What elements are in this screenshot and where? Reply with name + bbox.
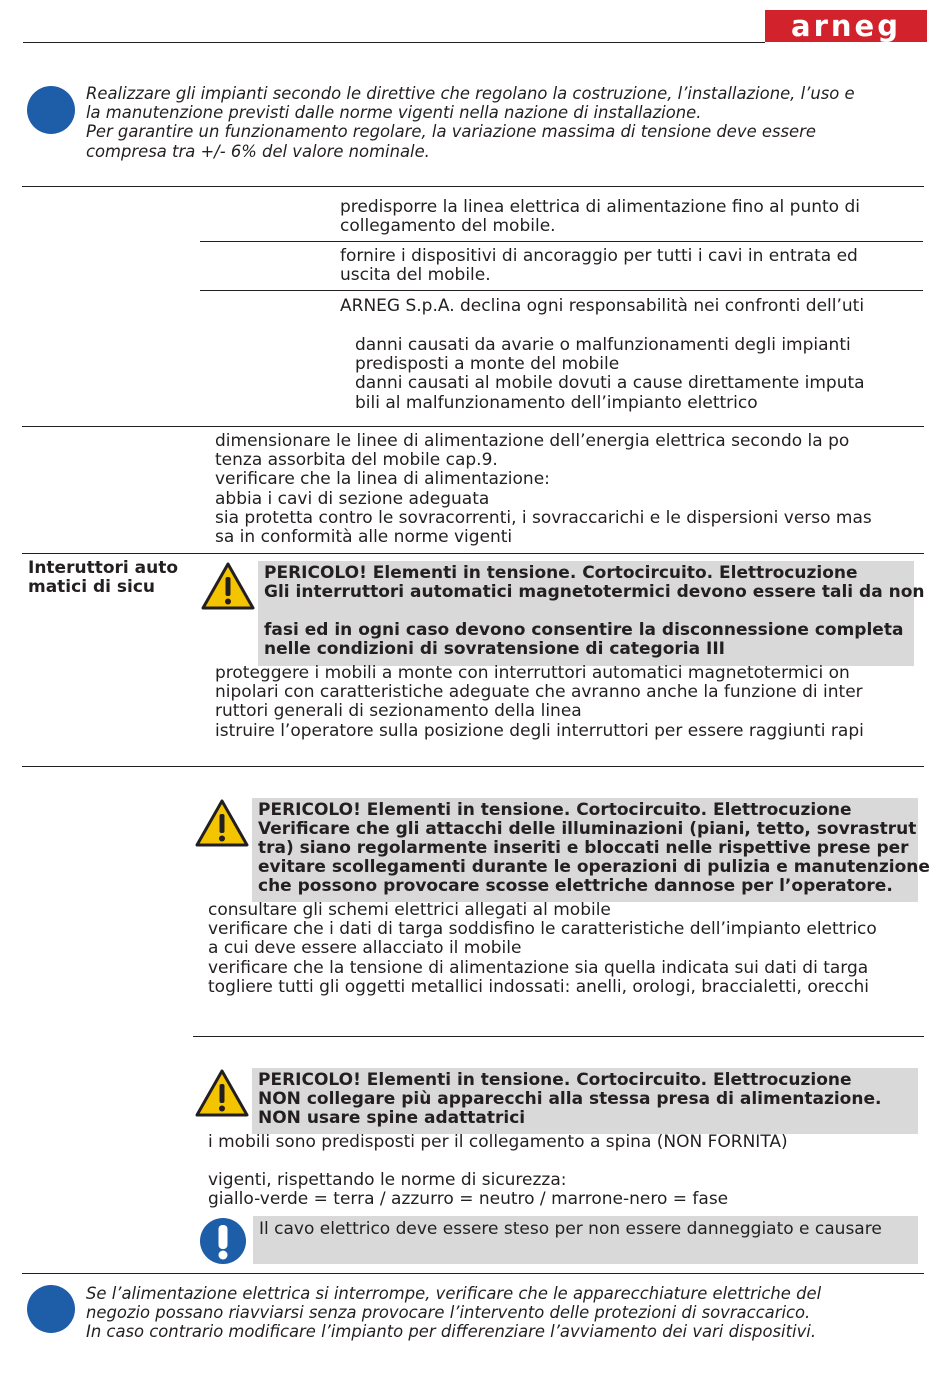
section5-text1 <box>208 1133 788 1152</box>
warning-line: fasi ed in ogni caso devono consentire la disconnessione completa <box>264 620 904 640</box>
text-line: a cui deve essere allacciato il mobile <box>208 938 522 959</box>
mandatory-info-icon <box>199 1217 247 1265</box>
bottom-note-line: In caso contrario modificare l’impianto per differenziare l’avviamento dei vari dispositivi. <box>86 1322 817 1342</box>
warning-line: PERICOLO! Elementi in tensione. Cortocircuito. Elettrocuzione <box>258 1070 852 1090</box>
warning-icon <box>201 561 255 611</box>
text-line: ruttori generali di sezionamento della linea <box>215 701 582 722</box>
info-line: Il cavo elettrico deve essere steso per non essere danneggiato e causare <box>259 1219 882 1239</box>
warning-icon <box>195 1068 249 1118</box>
header-rule <box>23 42 765 43</box>
text-line: consultare gli schemi elettrici allegati al mobile <box>208 900 611 920</box>
bottom-note <box>86 1284 922 1342</box>
section1-item2 <box>340 247 858 285</box>
text-line: danni causati da avarie o malfunzionamenti degli impianti <box>355 335 851 355</box>
warning-line <box>264 602 908 621</box>
info-box <box>253 1216 918 1264</box>
text-line: ARNEG S.p.A. declina ogni responsabilità nei confronti dell’uti <box>340 296 865 316</box>
note-icon <box>27 86 75 134</box>
text-line: togliere tutti gli oggetti metallici indossati: anelli, orologi, braccialetti, orecchi <box>208 976 869 997</box>
warning-line: NON collegare più apparecchi alla stessa presa di alimentazione. <box>258 1089 882 1109</box>
top-note-line: Per garantire un funzionamento regolare, la variazione massima di tensione deve essere <box>86 122 816 142</box>
top-note-line: la manutenzione previsti dalle norme vigenti nella nazione di installazione. <box>86 103 702 123</box>
warning-box <box>252 798 930 902</box>
note-icon <box>27 1285 75 1333</box>
item-divider <box>200 241 923 242</box>
text-line: fornire i dispositivi di ancoraggio per tutti i cavi in entrata ed <box>340 246 858 266</box>
arneg-logo: arneg <box>765 10 927 42</box>
text-line: i mobili sono predisposti per il collegamento a spina (NON FORNITA) <box>208 1132 788 1152</box>
bottom-note-line: negozio possano riavviarsi senza provocare l’intervento delle protezioni di sovraccarico. <box>86 1303 811 1323</box>
text-line: predisporre la linea elettrica di alimentazione fino al punto di <box>340 197 860 217</box>
text-line: proteggere i mobili a monte con interruttori automatici magnetotermici on <box>215 663 850 683</box>
warning-box <box>252 1068 918 1134</box>
text-line: tenza assorbita del mobile cap.9. <box>215 450 498 471</box>
warning-icon <box>195 798 249 848</box>
text-line: verificare che la tensione di alimentazione sia quella indicata sui dati di targa <box>208 957 869 978</box>
section3-text <box>215 664 864 741</box>
section-divider <box>22 553 924 554</box>
warning-line: Verificare che gli attacchi delle illuminazioni (piani, tetto, sovrastrut <box>258 819 917 839</box>
text-line: bili al malfunzionamento dell’impianto elettrico <box>355 392 758 413</box>
section1-subitems <box>355 336 865 413</box>
text-line: giallo-verde = terra / azzurro = neutro / marrone-nero = fase <box>208 1189 729 1210</box>
warning-line: tra) siano regolarmente inseriti e bloccati nelle rispettive prese per <box>258 838 909 858</box>
top-note-line: compresa tra +/- 6% del valore nominale. <box>86 141 430 161</box>
side-label-line: Interuttori auto <box>28 558 179 578</box>
text-line: sia protetta contro le sovracorrenti, i sovraccarichi e le dispersioni verso mas <box>215 507 872 528</box>
section-divider <box>22 186 924 187</box>
text-line: verificare che la linea di alimentazione: <box>215 469 550 490</box>
text-line: abbia i cavi di sezione adeguata <box>215 488 490 509</box>
side-label-line: matici di sicu <box>28 577 156 598</box>
top-note-line: Realizzare gli impianti secondo le direttive che regolano la costruzione, l’installazione, l’uso e <box>86 84 855 103</box>
section-divider <box>22 1273 924 1274</box>
bottom-note-line: Se l’alimentazione elettrica si interrompe, verificare che le apparecchiature elettriche del <box>86 1284 822 1303</box>
section-divider <box>22 766 924 767</box>
text-line: nipolari con caratteristiche adeguate che avranno anche la funzione di inter <box>215 682 863 703</box>
text-line: vigenti, rispettando le norme di sicurezza: <box>208 1170 567 1190</box>
warning-line: PERICOLO! Elementi in tensione. Cortocircuito. Elettrocuzione <box>264 563 858 583</box>
warning-line: che possono provocare scosse elettriche dannose per l’operatore. <box>258 876 893 896</box>
text-line: sa in conformità alle norme vigenti <box>215 527 513 548</box>
side-label <box>28 559 178 597</box>
top-note <box>86 84 922 161</box>
text-line: predisposti a monte del mobile <box>355 354 620 375</box>
section1-item3 <box>340 297 864 316</box>
text-line: uscita del mobile. <box>340 265 491 286</box>
section-divider <box>22 426 924 427</box>
section1-item1 <box>340 198 860 236</box>
item-divider <box>193 1036 924 1037</box>
text-line: dimensionare le linee di alimentazione dell’energia elettrica secondo la po <box>215 431 850 451</box>
warning-line: nelle condizioni di sovratensione di categoria III <box>264 639 725 659</box>
warning-line: evitare scollegamenti durante le operazioni di pulizia e manutenzione <box>258 857 930 877</box>
item-divider <box>200 290 923 291</box>
section4-text <box>208 901 877 997</box>
warning-line: NON usare spine adattatrici <box>258 1108 526 1128</box>
text-line: collegamento del mobile. <box>340 216 556 237</box>
warning-line: PERICOLO! Elementi in tensione. Cortocircuito. Elettrocuzione <box>258 800 852 820</box>
text-line: verificare che i dati di targa soddisfino le caratteristiche dell’impianto elettrico <box>208 919 877 940</box>
warning-box <box>258 561 925 666</box>
text-line: danni causati al mobile dovuti a cause direttamente imputa <box>355 373 865 394</box>
section2-text <box>215 432 872 547</box>
text-line: istruire l’operatore sulla posizione degli interruttori per essere raggiunti rapi <box>215 720 864 741</box>
warning-line: Gli interruttori automatici magnetotermici devono essere tali da non <box>264 582 925 602</box>
section5-text2 <box>208 1171 728 1209</box>
